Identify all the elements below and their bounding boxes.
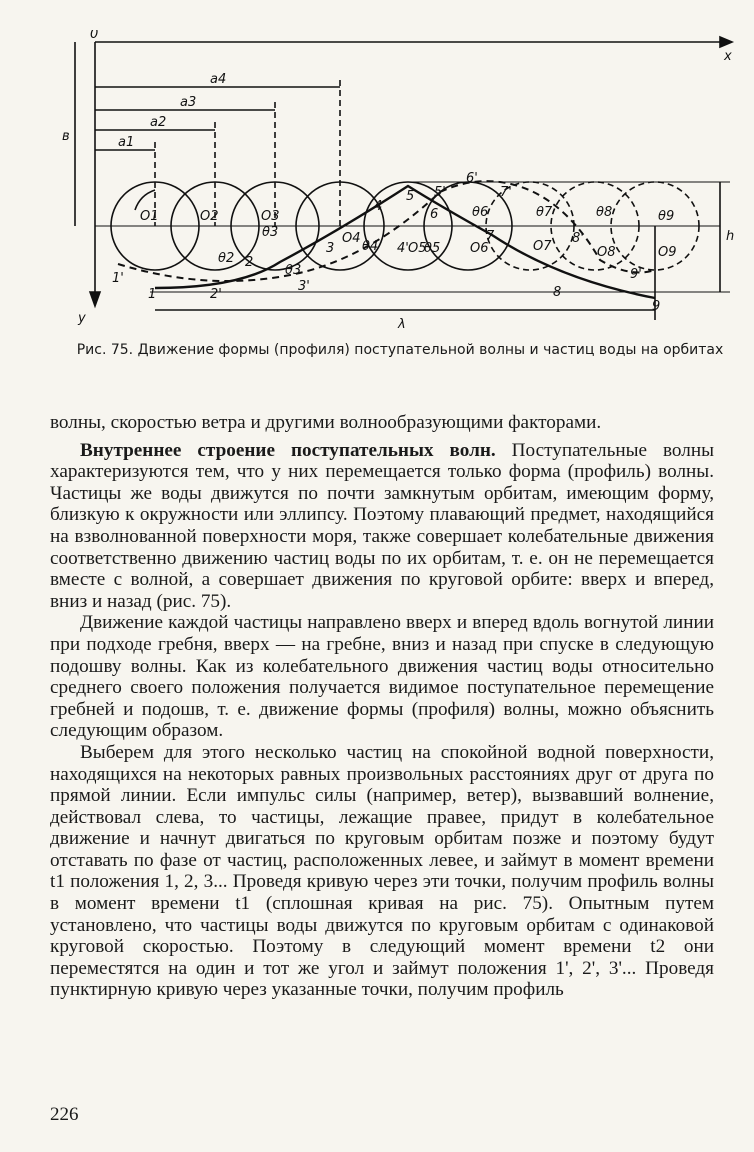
point-label: 7 xyxy=(486,229,495,244)
paragraph: Движение каждой частицы направлено вверх и вперед вдоль вогнутой линии при подходе гребня, вверх — на гребне, вниз и назад при спуске в следующую подошву волны. Как из колебательного движения частиц воды относительно среднего своего положения получается видимое поступательное перемещение гребней и подошв, т. е. движение формы (профиля) волны, можно объяснить следующим образом. xyxy=(50,612,714,742)
a1-label: a1 xyxy=(118,135,135,150)
point-label: 3' xyxy=(298,279,310,294)
point-label: 6' xyxy=(466,171,478,186)
center-label: O2 xyxy=(200,209,219,224)
a3-label: a3 xyxy=(180,95,197,110)
point-label: 7' xyxy=(500,185,512,200)
point-label: 5 xyxy=(406,189,415,204)
paragraph: Внутреннее строение поступательных волн. Поступательные волны характеризуются тем, что у них перемещается только форма (профиль) волны. Частицы же воды движутся по почти замкнутым орбитам, имеющим форму, близкую к окружности или эллипсу. Поэтому плавающий предмет, находящийся на взволнованной поверхности моря, также совершает колебательные движения соответственно движению частиц воды по их орбитам, т. е. он не перемещается вместе с волной, а совершает движения по круговой орбите: вверх и вперед, вниз и назад (рис. 75). xyxy=(50,439,714,612)
y-label: y xyxy=(78,311,86,326)
figure-caption: Рис. 75. Движение формы (профиля) поступательной волны и частиц воды на орбитах xyxy=(76,342,724,358)
point-label: 1 xyxy=(148,287,157,302)
point-label: 4 xyxy=(374,199,383,214)
angle-label: θ4 xyxy=(362,239,379,254)
origin-label: 0 xyxy=(90,30,99,42)
center-label: O9 xyxy=(658,245,677,260)
a2-label: a2 xyxy=(150,115,167,130)
center-label: O4 xyxy=(342,231,361,246)
point-label: 2' xyxy=(210,287,222,302)
point-label: 3 xyxy=(326,241,335,256)
body-text xyxy=(50,412,714,1001)
paragraph: Выберем для этого несколько частиц на спокойной водной поверхности, находящихся на некоторых равных произвольных расстояниях друг от друга по прямой линии. Если импульс силы (например, ветер), вызвавший волнение, действовал слева, то частицы, лежащие правее, придут в колебательное движение и начнут двигаться по круговым орбитам позже и поэтому будут отставать по фазе от частиц, расположенных левее, и займут в момент времени t1 положения 1, 2, 3... Проведя кривую через эти точки, получим профиль волны в момент времени t1 (сплошная кривая на рис. 75). Опытным путем установлено, что частицы воды движутся по круговым орбитам с одинаковой круговой скоростью. Поэтому в следующий момент времени t2 они переместятся на один и тот же угол и займут положения 1', 2', 3'... Проведя пунктирную кривую через указанные точки, получим профиль xyxy=(50,741,714,1001)
angle-label: θ3 xyxy=(285,263,302,278)
page-number: 226 xyxy=(50,1104,79,1125)
point-label: 6 xyxy=(430,207,439,222)
center-label: O6 xyxy=(470,241,489,256)
center-label: O3 xyxy=(261,209,280,224)
paragraph: волны, скоростью ветра и другими волнообразующими факторами. xyxy=(50,412,602,433)
angle-label: θ8 xyxy=(596,205,613,220)
angle-label: θ3 xyxy=(262,225,279,240)
angle-label: θ9 xyxy=(658,209,675,224)
angle-label: θ2 xyxy=(218,251,235,266)
point-label: 9 xyxy=(652,299,661,314)
x-label: x xyxy=(724,49,732,64)
b-label: в xyxy=(62,129,70,144)
angle-label: θ7 xyxy=(536,205,553,220)
center-label: O5 xyxy=(408,241,427,256)
center-label: O7 xyxy=(533,239,552,254)
point-label: 9' xyxy=(630,267,642,282)
y-axis-arrow xyxy=(90,292,100,306)
section-heading: Внутреннее строение поступательных волн. xyxy=(80,439,496,461)
x-axis-arrow xyxy=(720,37,732,47)
point-label: 8' xyxy=(572,231,584,246)
wave-orbit-diagram xyxy=(40,30,740,330)
point-label: 2 xyxy=(245,255,254,270)
point-label: 8 xyxy=(553,285,562,300)
a4-label: a4 xyxy=(210,72,227,87)
angle-label: θ5 xyxy=(424,241,441,256)
point-label: 5' xyxy=(434,185,446,200)
center-label: O8 xyxy=(597,245,616,260)
lambda-label: λ xyxy=(398,317,406,330)
angle-label: θ6 xyxy=(472,205,489,220)
h-label: h xyxy=(726,229,735,244)
center-label: O1 xyxy=(140,209,159,224)
point-label: 4' xyxy=(397,241,409,256)
point-label: 1' xyxy=(112,271,124,286)
